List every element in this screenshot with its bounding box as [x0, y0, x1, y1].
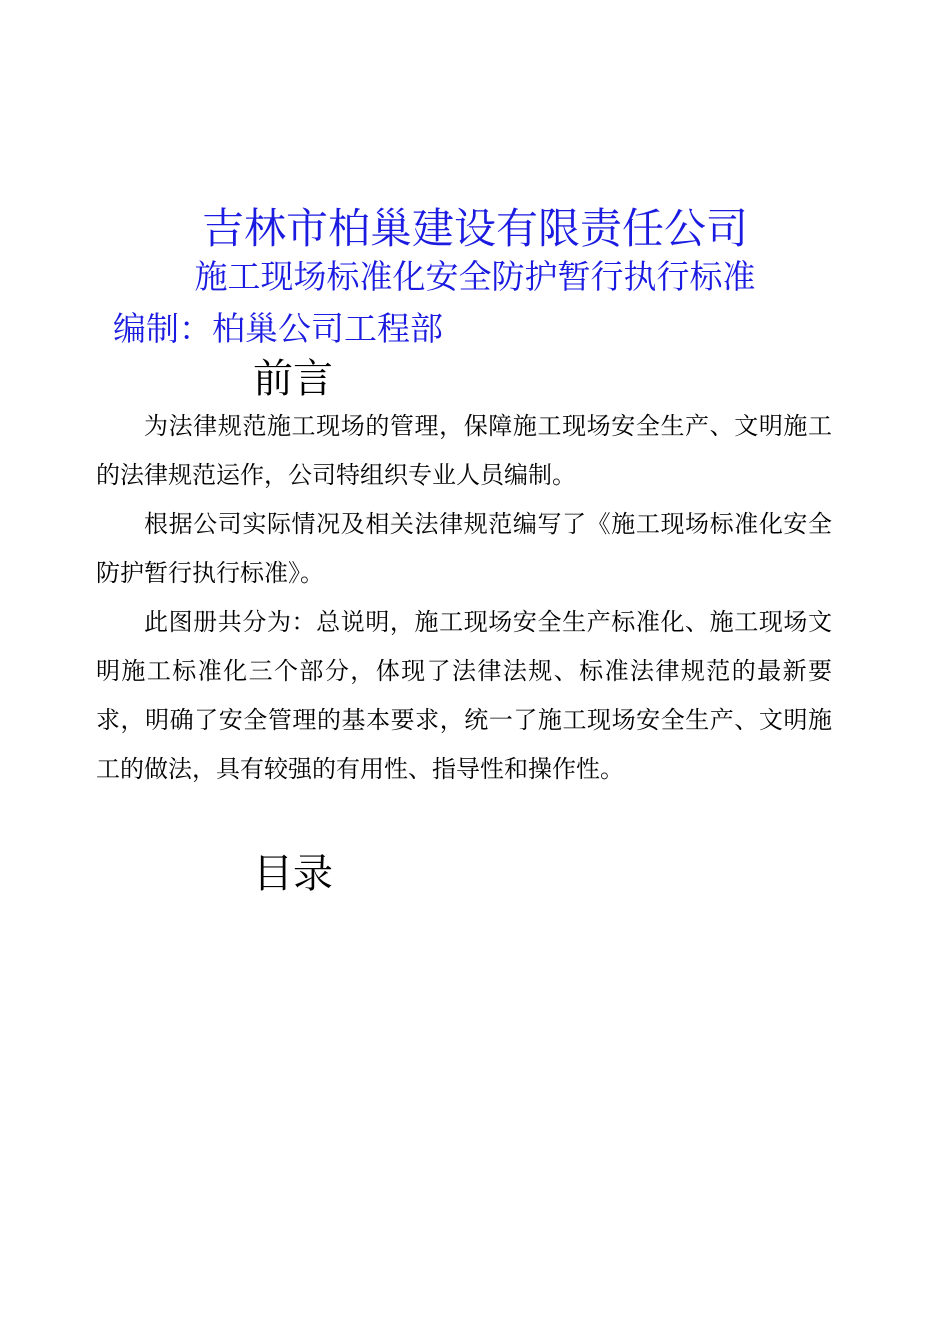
standard-title: 施工现场标准化安全防护暂行执行标准	[194, 257, 756, 296]
editor-line: 编制：柏巢公司工程部	[113, 309, 443, 348]
preface-paragraph: 根据公司实际情况及相关法律规范编写了《施工现场标准化安全防护暂行执行标准》。	[96, 510, 832, 587]
preface-body	[96, 402, 832, 794]
preface-heading: 前言	[253, 356, 333, 402]
preface-paragraph: 此图册共分为：总说明，施工现场安全生产标准化、施工现场文明施工标准化三个部分，体现了法律法规、标准法律规范的最新要求，明确了安全管理的基本要求，统一了施工现场安全生产、文明施工的做法，具有较强的有用性、指导性和操作性。	[96, 608, 832, 783]
toc-heading: 目录	[253, 851, 333, 897]
company-title: 吉林市柏巢建设有限责任公司	[201, 204, 748, 253]
preface-paragraph: 为法律规范施工现场的管理，保障施工现场安全生产、文明施工的法律规范运作，公司特组织专业人员编制。	[96, 412, 832, 489]
